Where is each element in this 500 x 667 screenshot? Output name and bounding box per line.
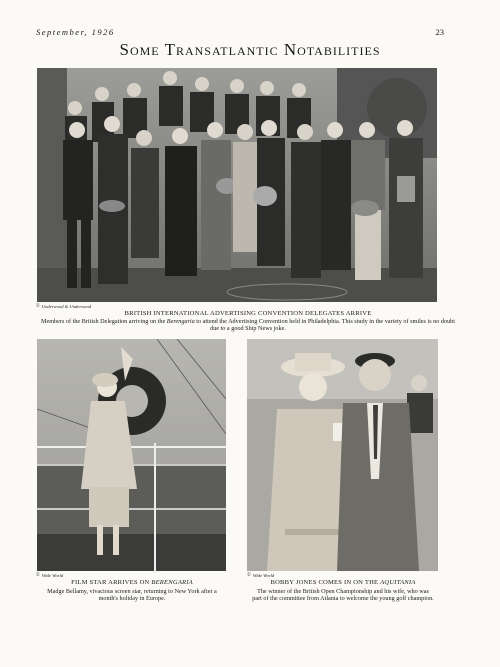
delegates-group-photo xyxy=(37,68,437,302)
right-photo-credit-text: Wide World xyxy=(252,573,275,578)
right-photo-credit xyxy=(247,573,274,578)
top-photo-credit-text: Underwood & Underwood xyxy=(41,304,92,309)
copyright-icon: © xyxy=(36,304,40,309)
page-title: Some Transatlantic Notabilities xyxy=(119,40,381,59)
left-caption-title-pre: FILM STAR ARRIVES ON xyxy=(71,579,152,586)
issue-date: September, 1926 xyxy=(36,27,115,37)
right-caption-title-ship: AQUITANIA xyxy=(380,579,416,586)
right-caption-title-pre: BOBBY JONES COMES IN ON THE xyxy=(270,579,381,586)
film-star-photo xyxy=(37,339,226,571)
bobby-jones-photo xyxy=(247,339,438,571)
left-caption-title xyxy=(36,579,228,586)
top-caption-pre: Members of the British Delegation arriving on the xyxy=(41,318,167,325)
left-photo-credit-text: Wide World xyxy=(41,573,64,578)
top-caption-body xyxy=(40,318,456,333)
left-caption-title-ship: BERENGARIA xyxy=(151,579,193,586)
left-caption-body: Madge Bellamy, vivacious screen star, returning to New York after a month's holiday in Europe. xyxy=(47,588,217,603)
copyright-icon: © xyxy=(36,573,40,578)
top-caption-title: BRITISH INTERNATIONAL ADVERTISING CONVENTION DELEGATES ARRIVE xyxy=(124,310,372,317)
left-photo-credit xyxy=(36,573,63,578)
running-header xyxy=(36,27,444,37)
top-caption-ship: Berengaria xyxy=(166,318,195,325)
right-caption-title xyxy=(246,579,440,586)
top-photo-credit xyxy=(36,304,91,309)
right-caption-body: The winner of the British Open Championship and his wife, who was part of the committee from Atlanta to welcome the young golf champion. xyxy=(252,588,434,603)
copyright-icon: © xyxy=(247,573,251,578)
top-caption-post: to attend the Advertising Convention held in Philadelphia. This study in the variety of smiles is no doubt due to a good Ship News joke. xyxy=(194,318,455,333)
film-star-illustration xyxy=(37,339,226,571)
bobby-jones-illustration xyxy=(247,339,438,571)
page-number: 23 xyxy=(435,27,444,37)
delegates-group-illustration xyxy=(37,68,437,302)
